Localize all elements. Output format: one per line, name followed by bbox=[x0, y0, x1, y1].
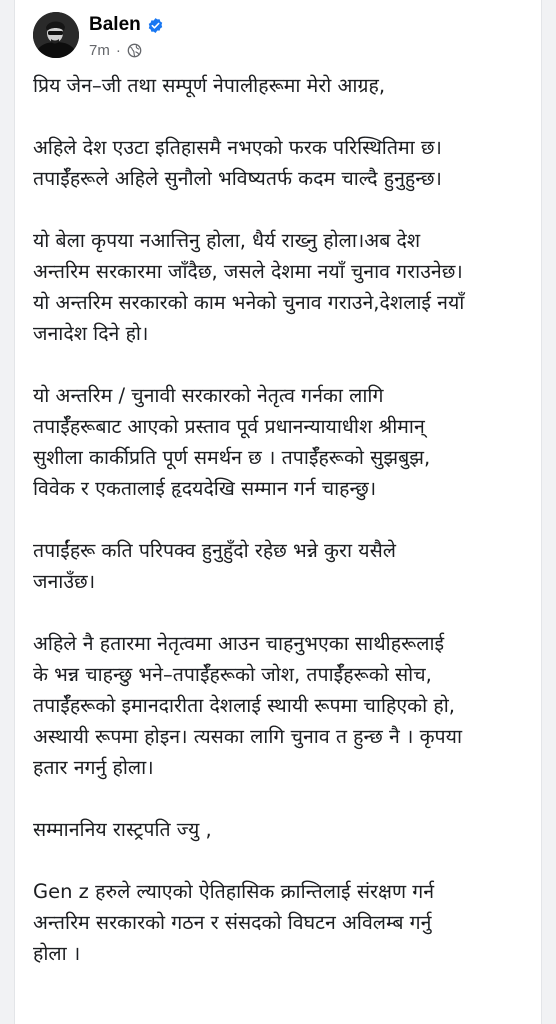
post-paragraph-situation: अहिले देश एउटा इतिहासमै नभएको फरक परिस्थितिमा छ। तपाईँहरूले अहिले सुनौलो भविष्यतर्फ कदम चाल्दै हुनुहुन्छ। bbox=[33, 136, 442, 190]
author-name[interactable]: Balen bbox=[89, 14, 141, 35]
post-timestamp[interactable]: 7m bbox=[89, 42, 110, 59]
avatar-image bbox=[33, 12, 79, 58]
facebook-post-card bbox=[14, 0, 542, 1024]
author-row bbox=[89, 14, 164, 36]
post-paragraph-support: यो अन्तरिम / चुनावी सरकारको नेतृत्व गर्नका लागि तपाईँहरूबाट आएको प्रस्ताव पूर्व प्रधानन्यायाधीश श्रीमान् सुशीला कार्कीप्रति पूर्ण समर्थन छ । तपाईँहरूको सुझबुझ, विवेक र एकतालाई हृदयदेखि सम्मान गर्न चाहन्छु। bbox=[33, 384, 431, 500]
post-paragraph-leadership: अहिले नै हतारमा नेतृत्वमा आउन चाहनुभएका साथीहरूलाई के भन्न चाहन्छु भने–तपाईँहरूको जोश, तपाईँहरूको सोच, तपाईँहरूको इमानदारीता देशलाई स्थायी रूपमा चाहिएको हो, अस्थायी रूपमा होइन। त्यसका लागि चुनाव त हुन्छ नै । कृपया हतार नगर्नु होला। bbox=[33, 632, 462, 779]
post-text bbox=[33, 70, 533, 969]
verified-badge-icon bbox=[147, 17, 164, 34]
post-paragraph-interim-government: यो बेला कृपया नआत्तिनु होला, धैर्य राख्नु होला।अब देश अन्तरिम सरकारमा जाँदैछ, जसले देशमा नयाँ चुनाव गराउनेछ। यो अन्तरिम सरकारको काम भनेको चुनाव गराउने,देशलाई नयाँ जनादेश दिने हो। bbox=[33, 229, 465, 345]
meta-separator: · bbox=[115, 42, 121, 59]
globe-icon[interactable] bbox=[127, 43, 142, 58]
post-paragraph-salutation: सम्माननिय रास्ट्रपति ज्यु , bbox=[33, 818, 212, 841]
post-header bbox=[33, 10, 513, 66]
post-meta bbox=[89, 42, 142, 59]
post-paragraph-request: Gen z हरुले ल्याएको ऐतिहासिक क्रान्तिलाई संरक्षण गर्न अन्तरिम सरकारको गठन र संसदको विघटन अविलम्ब गर्नु होला । bbox=[33, 880, 435, 965]
avatar[interactable] bbox=[33, 12, 79, 58]
post-paragraph-greeting: प्रिय जेन–जी तथा सम्पूर्ण नेपालीहरूमा मेरो आग्रह, bbox=[33, 74, 386, 97]
post-paragraph-maturity: तपाईंहरू कति परिपक्व हुनुहुँदो रहेछ भन्ने कुरा यसैले जनाउँछ। bbox=[33, 539, 396, 593]
